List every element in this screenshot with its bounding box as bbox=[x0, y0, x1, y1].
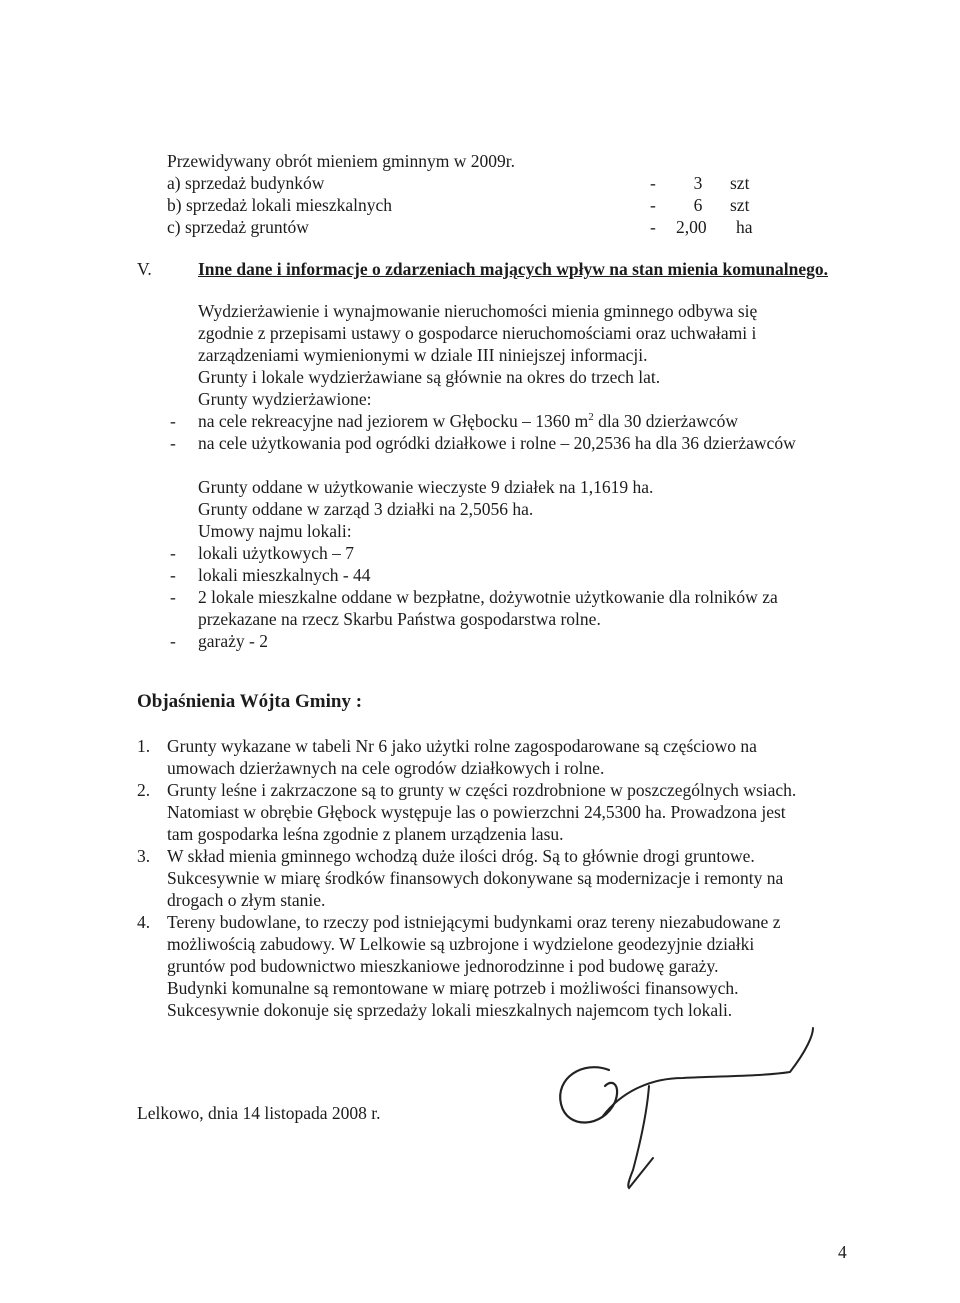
paragraph-line: Grunty i lokale wydzierżawiane są głównie na okres do trzech lat. bbox=[198, 367, 661, 387]
paragraph-line: Grunty oddane w zarząd 3 działki na 2,5056 ha. bbox=[198, 499, 534, 519]
rent-item-continuation: przekazane na rzecz Skarbu Państwa gospodarstwa rolne. bbox=[198, 609, 601, 629]
explanation-line: drogach o złym stanie. bbox=[167, 890, 326, 910]
explanation-line: gruntów pod budownictwo mieszkaniowe jednorodzinne i pod budowę garaży. bbox=[167, 956, 719, 976]
paragraph-line: Wydzierżawienie i wynajmowanie nieruchomości mienia gminnego odbywa się bbox=[198, 301, 758, 321]
bullet-dash: - bbox=[170, 587, 176, 607]
turnover-item-a-label: a) sprzedaż budynków bbox=[167, 173, 325, 193]
lease-item-gardens: na cele użytkowania pod ogródki działkowe i rolne – 20,2536 ha dla 36 dzierżawców bbox=[198, 433, 796, 453]
explanation-line: tam gospodarka leśna zgodnie z planem urządzenia lasu. bbox=[167, 824, 564, 844]
explanation-line: możliwością zabudowy. W Lelkowie są uzbrojone i wydzielone geodezyjnie działki bbox=[167, 934, 755, 954]
explanation-line: Grunty leśne i zakrzaczone są to grunty w części rozdrobnione w poszczególnych wsiach. bbox=[167, 780, 797, 800]
turnover-item-b-label: b) sprzedaż lokali mieszkalnych bbox=[167, 195, 392, 215]
paragraph-line: Grunty wydzierżawione: bbox=[198, 389, 372, 409]
item-number: 2. bbox=[137, 780, 151, 800]
lease-item-recreation-tail: dla 30 dzierżawców bbox=[593, 411, 738, 431]
rent-item: lokali mieszkalnych - 44 bbox=[198, 565, 371, 585]
paragraph-line: zarządzeniami wymienionymi w dziale III niniejszej informacji. bbox=[198, 345, 648, 365]
place-date: Lelkowo, dnia 14 listopada 2008 r. bbox=[137, 1103, 381, 1123]
turnover-item-b-unit: szt bbox=[730, 195, 750, 215]
bullet-dash: - bbox=[170, 565, 176, 585]
paragraph-line: Umowy najmu lokali: bbox=[198, 521, 352, 541]
explanation-line: Natomiast w obrębie Głębock występuje las o powierzchni 24,5300 ha. Prowadzona jest bbox=[167, 802, 786, 822]
explanation-line: Sukcesywnie dokonuje się sprzedaży lokali mieszkalnych najemcom tych lokali. bbox=[167, 1000, 733, 1020]
rent-item: garaży - 2 bbox=[198, 631, 268, 651]
explanations-heading: Objaśnienia Wójta Gminy : bbox=[137, 691, 363, 712]
explanation-line: Sukcesywnie w miarę środków finansowych dokonywane są modernizacje i remonty na bbox=[167, 868, 784, 888]
section-number: V. bbox=[137, 259, 152, 279]
rent-item: lokali użytkowych – 7 bbox=[198, 543, 355, 563]
turnover-item-a-unit: szt bbox=[730, 173, 750, 193]
item-number: 1. bbox=[137, 736, 151, 756]
turnover-item-b-dash: - bbox=[650, 195, 656, 215]
section-title: Inne dane i informacje o zdarzeniach mających wpływ na stan mienia komunalnego. bbox=[198, 259, 828, 279]
page-number: 4 bbox=[838, 1242, 847, 1262]
item-number: 3. bbox=[137, 846, 151, 866]
turnover-item-c-dash: - bbox=[650, 217, 656, 237]
turnover-item-b-qty: 6 bbox=[693, 195, 703, 215]
explanation-line: Budynki komunalne są remontowane w miarę potrzeb i możliwości finansowych. bbox=[167, 978, 739, 998]
turnover-item-c-unit: ha bbox=[736, 217, 753, 237]
explanation-line: W skład mienia gminnego wchodzą duże ilości dróg. Są to głównie drogi gruntowe. bbox=[167, 846, 755, 866]
bullet-dash: - bbox=[170, 433, 176, 453]
explanation-line: Grunty wykazane w tabeli Nr 6 jako użytki rolne zagospodarowane są częściowo na bbox=[167, 736, 757, 756]
bullet-dash: - bbox=[170, 411, 176, 431]
signature bbox=[545, 1020, 815, 1200]
turnover-intro: Przewidywany obrót mieniem gminnym w 2009r. bbox=[167, 151, 516, 171]
paragraph-line: zgodnie z przepisami ustawy o gospodarce nieruchomościami oraz uchwałami i bbox=[198, 323, 757, 343]
explanation-line: Tereny budowlane, to rzeczy pod istniejącymi budynkami oraz tereny niezabudowane z bbox=[167, 912, 781, 932]
turnover-item-a-qty: 3 bbox=[693, 173, 703, 193]
lease-item-recreation bbox=[198, 410, 738, 432]
rent-item: 2 lokale mieszkalne oddane w bezpłatne, dożywotnie użytkowanie dla rolników za bbox=[198, 587, 778, 607]
superscript-2: 2 bbox=[588, 411, 594, 423]
turnover-item-a-dash: - bbox=[650, 173, 656, 193]
explanation-line: umowach dzierżawnych na cele ogrodów działkowych i rolne. bbox=[167, 758, 605, 778]
turnover-item-c-label: c) sprzedaż gruntów bbox=[167, 217, 309, 237]
item-number: 4. bbox=[137, 912, 151, 932]
lease-item-recreation-text: na cele rekreacyjne nad jeziorem w Głębocku – 1360 m bbox=[198, 411, 589, 431]
bullet-dash: - bbox=[170, 631, 176, 651]
bullet-dash: - bbox=[170, 543, 176, 563]
paragraph-line: Grunty oddane w użytkowanie wieczyste 9 działek na 1,1619 ha. bbox=[198, 477, 654, 497]
turnover-item-c-qty: 2,00 bbox=[676, 217, 707, 237]
